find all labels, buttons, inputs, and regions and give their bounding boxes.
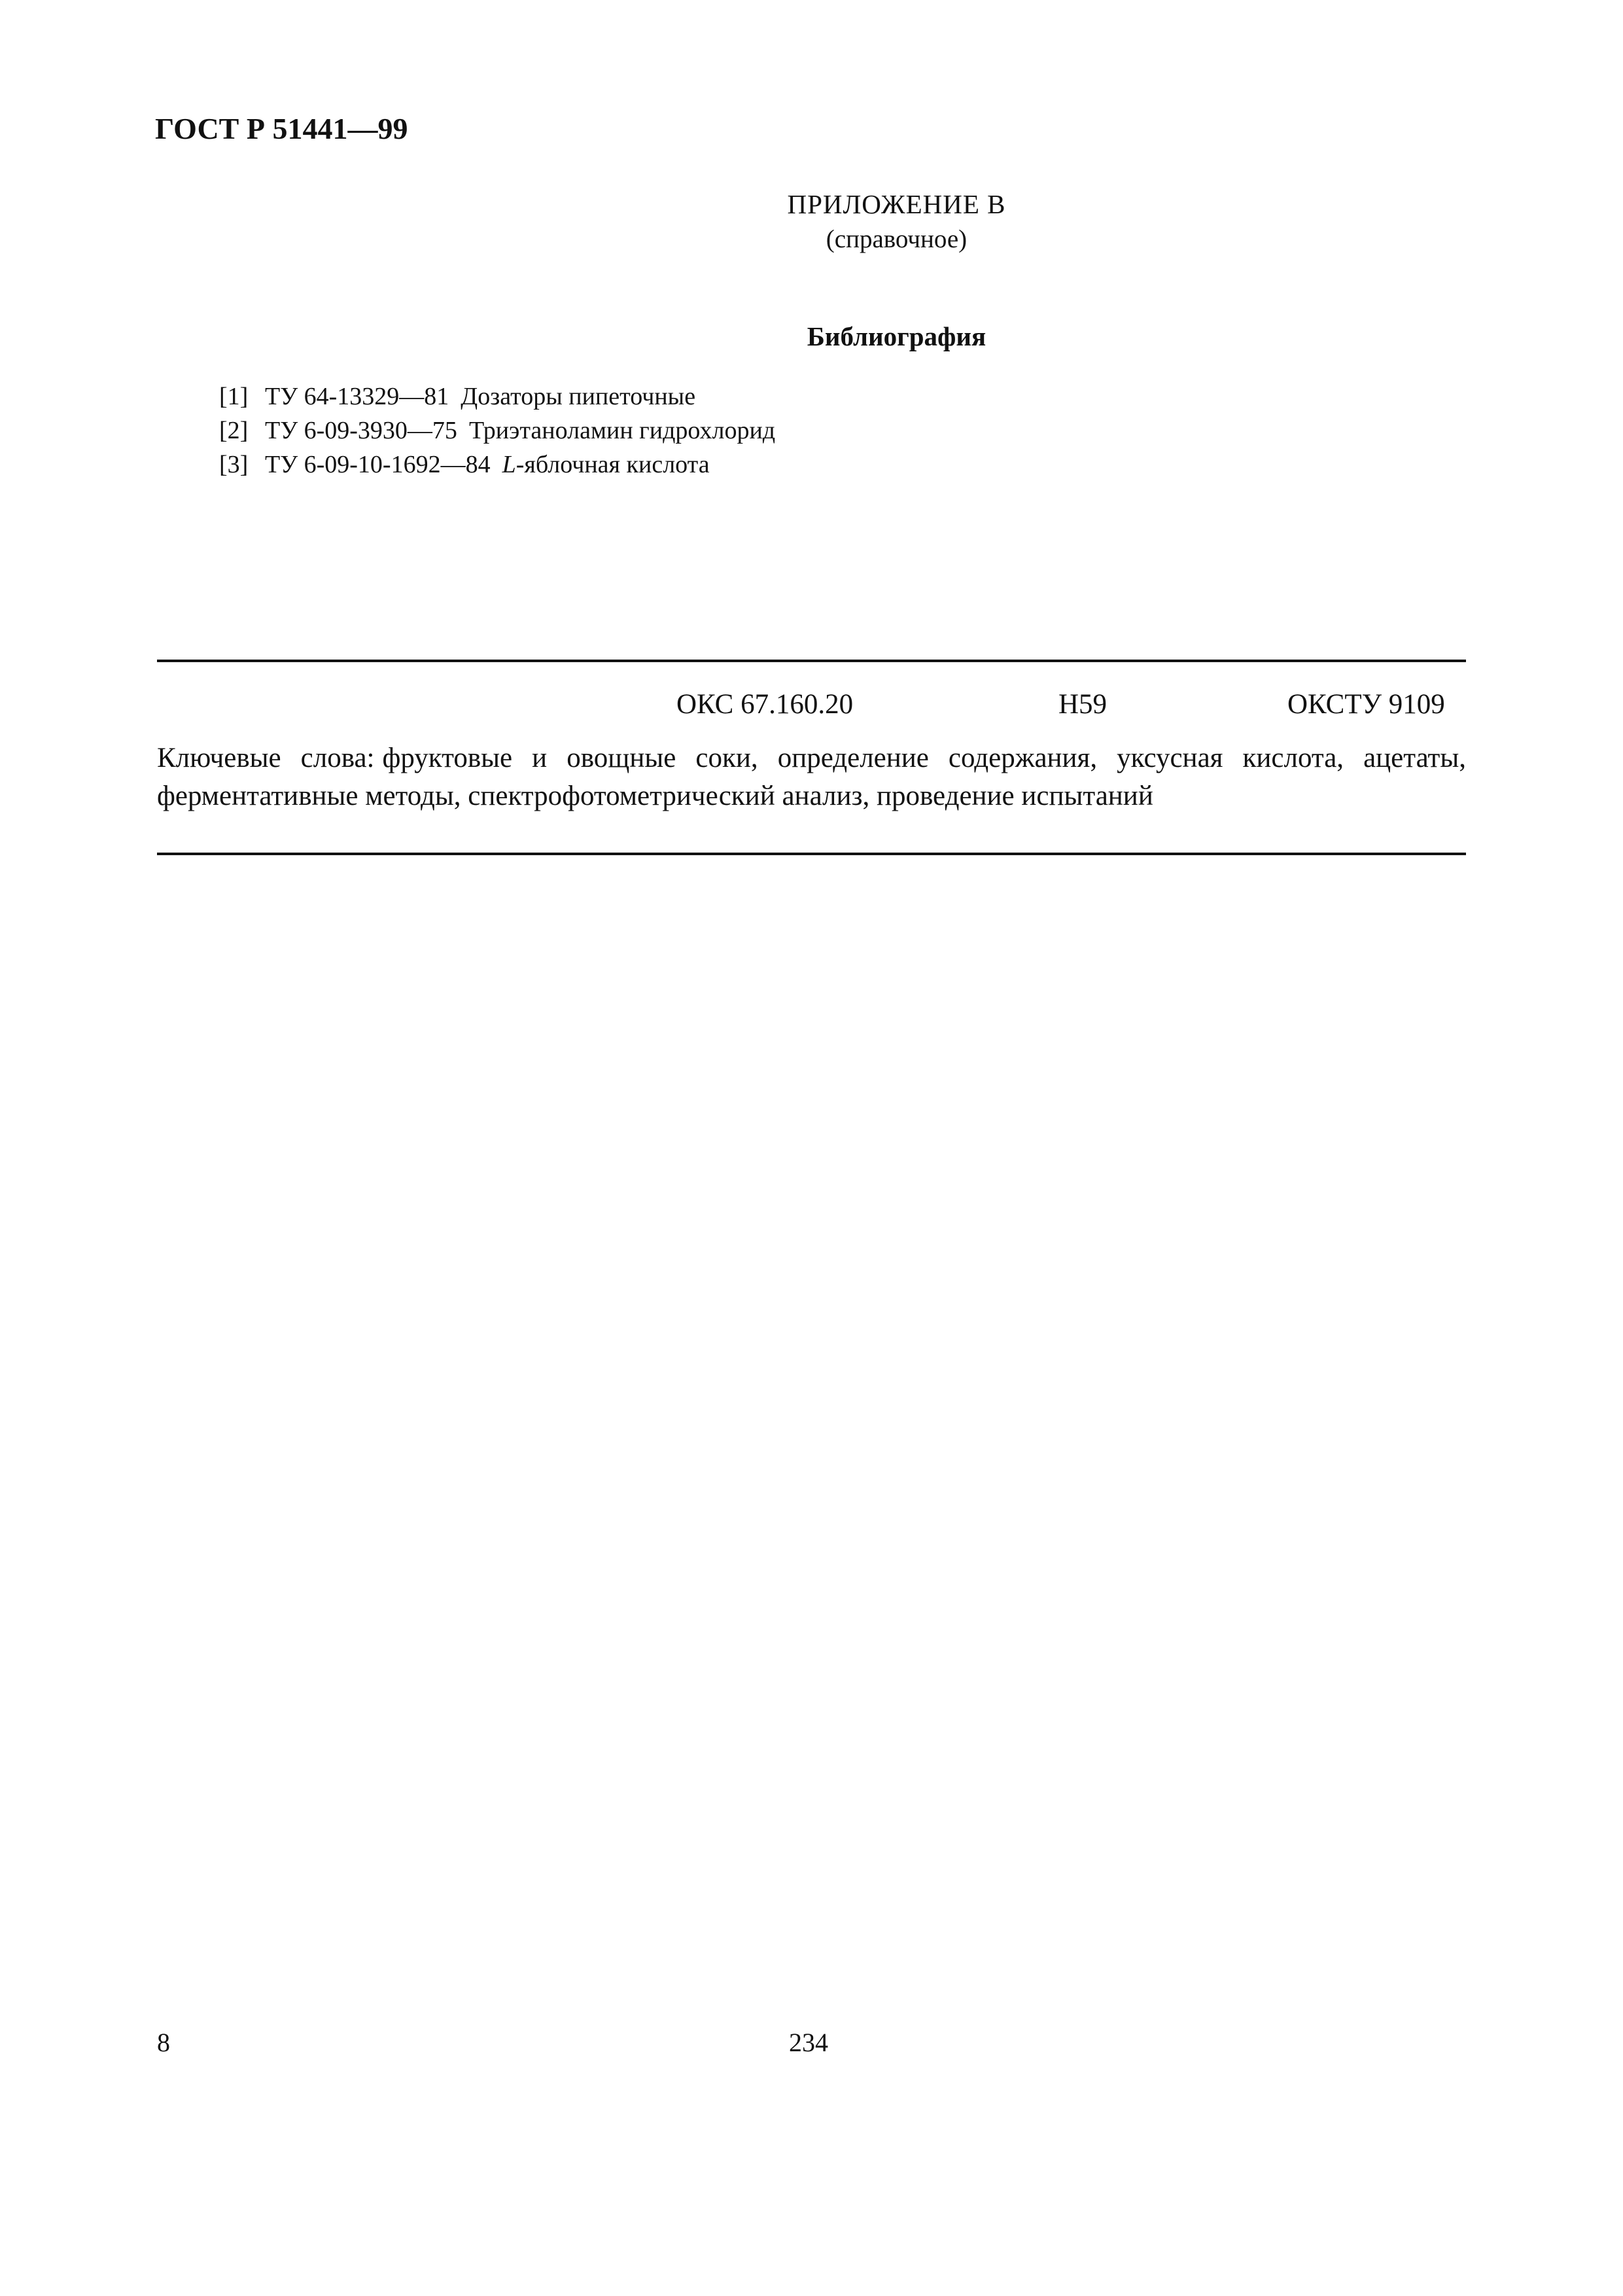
- top-divider: [157, 660, 1466, 662]
- bibliography-item: [219, 380, 775, 414]
- bibliography-heading: Библиография: [807, 321, 986, 351]
- bibliography-item-reference: ТУ 64-13329—81: [265, 383, 449, 410]
- bottom-divider: [157, 853, 1466, 855]
- group-code: Н59: [1058, 689, 1108, 720]
- bibliography-item-reference: ТУ 6-09-10-1692—84: [265, 451, 491, 478]
- bibliography-item-description: Триэтаноламин гидрохлорид: [468, 417, 776, 444]
- keywords-label: Ключевые слова:: [157, 743, 375, 773]
- bibliography-item-reference: ТУ 6-09-3930—75: [265, 417, 457, 444]
- document-code: ГОСТ Р 51441—99: [155, 112, 408, 145]
- bibliography-item: [219, 414, 775, 448]
- appendix-title: ПРИЛОЖЕНИЕ В: [787, 189, 1006, 219]
- bibliography-item-description: [502, 451, 710, 478]
- bibliography-item-description-text: -яблочная кислота: [515, 451, 710, 478]
- bibliography-list: [219, 380, 775, 482]
- page-number-center: 234: [789, 2028, 828, 2057]
- keywords-text: фруктовые и овощные соки, определение содержания, уксусная кислота, ацетаты, ферментативные методы, спектрофотометрический анализ, проведение испытаний: [157, 743, 1466, 811]
- bibliography-item-number: [1]: [219, 383, 249, 410]
- bibliography-item-italic-prefix: L: [502, 451, 516, 478]
- bibliography-item-number: [2]: [219, 417, 249, 444]
- keywords-block: [157, 739, 1466, 815]
- bibliography-item: [219, 448, 775, 482]
- bibliography-item-number: [3]: [219, 451, 249, 478]
- okstu-code: ОКСТУ 9109: [1287, 689, 1445, 720]
- page-number-left: 8: [157, 2028, 170, 2057]
- appendix-type: (справочное): [826, 225, 968, 253]
- okc-code: ОКС 67.160.20: [676, 689, 854, 720]
- bibliography-item-description: Дозаторы пипеточные: [461, 383, 696, 410]
